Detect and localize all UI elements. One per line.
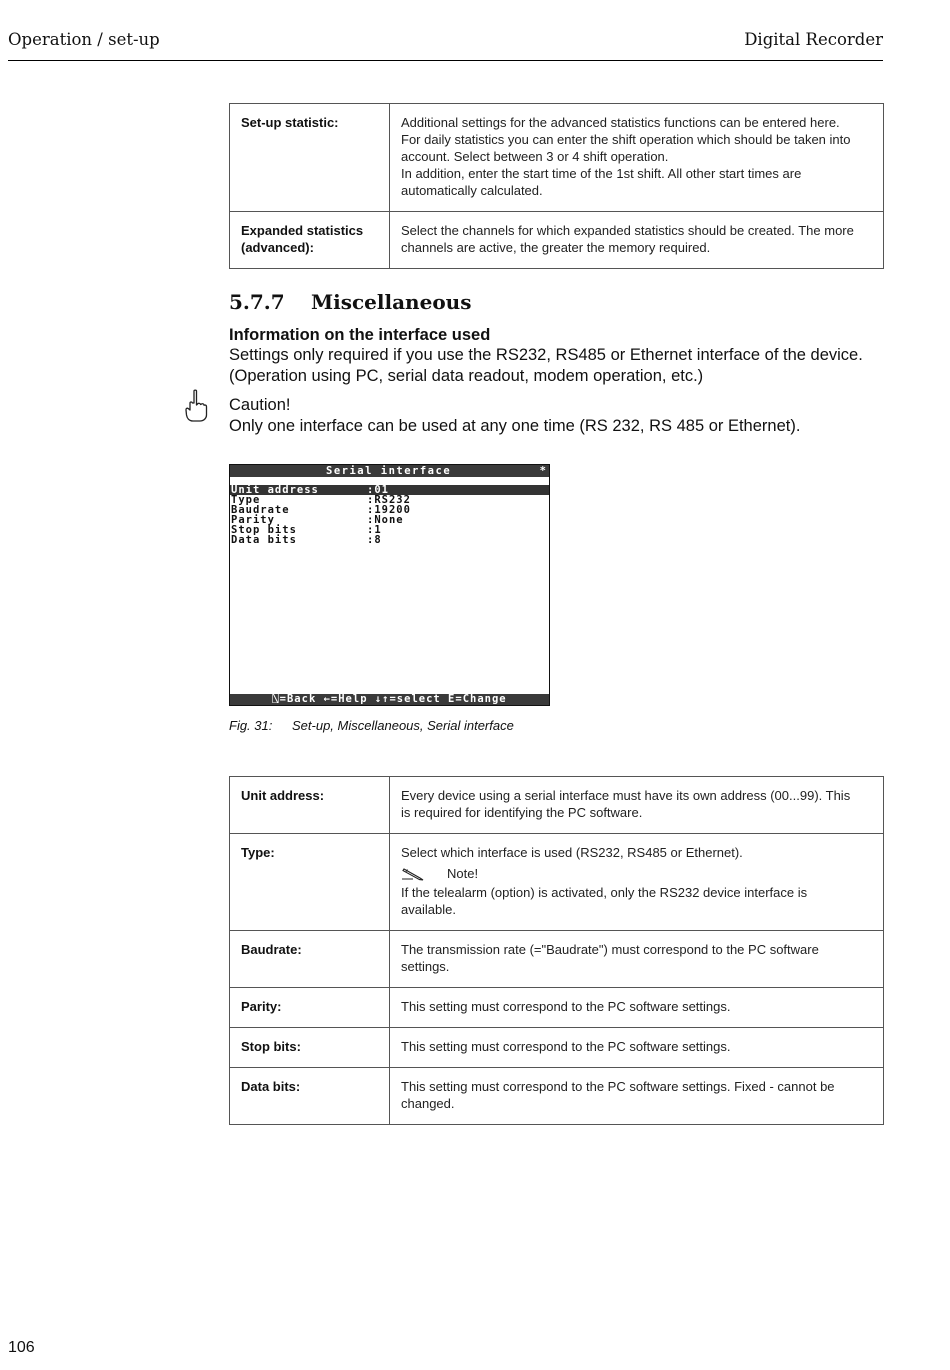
description-line: settings. bbox=[401, 959, 450, 974]
description-line: automatically calculated. bbox=[401, 183, 543, 198]
row-description bbox=[390, 1068, 884, 1125]
caution-label: Caution! bbox=[229, 396, 291, 414]
description-line: available. bbox=[401, 902, 456, 917]
description-line: The transmission rate (="Baudrate") must correspond to the PC software bbox=[401, 942, 819, 957]
row-key: Parity: bbox=[230, 988, 390, 1028]
table-row bbox=[230, 104, 884, 212]
description-line: is required for identifying the PC software. bbox=[401, 805, 643, 820]
row-description bbox=[390, 1028, 884, 1068]
menu-item-value: :01 bbox=[367, 484, 389, 496]
menu-item-value: :19200 bbox=[367, 504, 411, 516]
serial-interface-parameters-table bbox=[229, 776, 884, 1125]
description-line: This setting must correspond to the PC software settings. Fixed - cannot be bbox=[401, 1079, 835, 1094]
header-rule bbox=[8, 60, 883, 61]
info-line: (Operation using PC, serial data readout, modem operation, etc.) bbox=[229, 366, 704, 385]
table-row bbox=[230, 834, 884, 931]
screen-menu bbox=[230, 485, 549, 545]
row-description bbox=[390, 931, 884, 988]
row-description bbox=[390, 988, 884, 1028]
menu-item-label: Type bbox=[231, 494, 261, 506]
description-line: For daily statistics you can enter the shift operation which should be taken into bbox=[401, 132, 851, 147]
description-line: Select which interface is used (RS232, RS485 or Ethernet). bbox=[401, 845, 743, 860]
description-line: If the telealarm (option) is activated, only the RS232 device interface is bbox=[401, 885, 808, 900]
pointing-hand-icon bbox=[184, 389, 208, 423]
menu-item-data-bits[interactable] bbox=[230, 535, 549, 545]
row-key: Set-up statistic: bbox=[230, 104, 390, 212]
row-key: Stop bits: bbox=[230, 1028, 390, 1068]
figure-number: Fig. 31: bbox=[229, 718, 273, 733]
screen-key-help-bar: ⍂=Back ←=Help ↓↑=select E=Change bbox=[230, 694, 549, 705]
row-key: Type: bbox=[230, 834, 390, 931]
row-key: Expanded statistics (advanced): bbox=[230, 212, 390, 269]
description-line: In addition, enter the start time of the 1st shift. All other start times are bbox=[401, 166, 802, 181]
info-heading: Information on the interface used bbox=[229, 326, 491, 344]
figure-caption-text: Set-up, Miscellaneous, Serial interface bbox=[292, 718, 514, 733]
description-line: This setting must correspond to the PC software settings. bbox=[401, 999, 731, 1014]
table-row bbox=[230, 1028, 884, 1068]
menu-item-label: Parity bbox=[231, 514, 275, 526]
info-line: Settings only required if you use the RS232, RS485 or Ethernet interface of the device. bbox=[229, 346, 863, 364]
table-row bbox=[230, 988, 884, 1028]
table-row bbox=[230, 777, 884, 834]
statistics-settings-table bbox=[229, 103, 884, 269]
note-label: Note! bbox=[447, 866, 479, 881]
menu-item-value: :1 bbox=[367, 524, 382, 536]
section-number: 5.7.7 bbox=[229, 290, 285, 314]
figure-caption bbox=[229, 718, 514, 733]
running-header-right: Digital Recorder bbox=[744, 30, 883, 49]
screen-star-indicator: * bbox=[539, 465, 546, 477]
description-line: Select the channels for which expanded statistics should be created. The more bbox=[401, 223, 854, 238]
caution-block bbox=[229, 395, 800, 436]
row-key: Data bits: bbox=[230, 1068, 390, 1125]
menu-item-label: Data bits bbox=[231, 534, 297, 546]
menu-item-value: :8 bbox=[367, 534, 382, 546]
description-line: Every device using a serial interface must have its own address (00...99). This bbox=[401, 788, 851, 803]
menu-item-value: :None bbox=[367, 514, 404, 526]
screen-title-bar bbox=[230, 465, 549, 477]
page-number: 106 bbox=[8, 1339, 35, 1356]
section-heading bbox=[229, 290, 471, 314]
menu-item-label: Stop bits bbox=[231, 524, 297, 536]
note-line bbox=[401, 865, 872, 882]
row-key: Unit address: bbox=[230, 777, 390, 834]
table-row bbox=[230, 931, 884, 988]
row-key: Baudrate: bbox=[230, 931, 390, 988]
caution-text: Only one interface can be used at any one time (RS 232, RS 485 or Ethernet). bbox=[229, 416, 801, 435]
row-description bbox=[390, 777, 884, 834]
info-body bbox=[229, 345, 863, 386]
menu-item-label: Baudrate bbox=[231, 504, 290, 516]
section-title: Miscellaneous bbox=[311, 290, 472, 314]
description-line: account. Select between 3 or 4 shift operation. bbox=[401, 149, 669, 164]
description-line: This setting must correspond to the PC software settings. bbox=[401, 1039, 731, 1054]
description-line: Additional settings for the advanced statistics functions can be entered here. bbox=[401, 115, 840, 130]
serial-interface-screen bbox=[229, 464, 550, 706]
table-row bbox=[230, 1068, 884, 1125]
description-line: channels are active, the greater the memory required. bbox=[401, 240, 711, 255]
menu-item-label: Unit address bbox=[231, 484, 319, 496]
menu-item-value: :RS232 bbox=[367, 494, 411, 506]
screen-title: Serial interface bbox=[326, 465, 452, 477]
row-description bbox=[390, 104, 884, 212]
description-line: changed. bbox=[401, 1096, 455, 1111]
table-row bbox=[230, 212, 884, 269]
running-header-left: Operation / set-up bbox=[8, 30, 160, 49]
row-description bbox=[390, 834, 884, 931]
pencil-note-icon bbox=[401, 866, 427, 882]
row-description bbox=[390, 212, 884, 269]
